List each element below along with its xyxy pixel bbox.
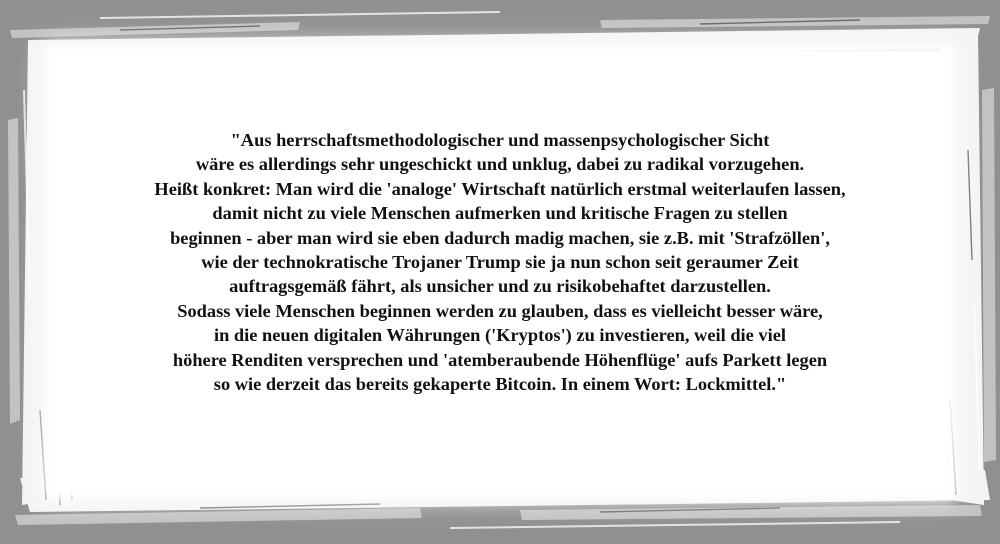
- quote-line: wie der technokratische Trojaner Trump sie ja nun schon seit geraumer Zeit: [201, 252, 799, 273]
- quote-line: wäre es allerdings sehr ungeschickt und unklug, dabei zu radikal vorzugehen.: [195, 154, 805, 175]
- quote-line: höhere Renditen versprechen und 'atemberaubende Höhenflüge' aufs Parkett legen: [172, 349, 828, 370]
- quote-line: in die neuen digitalen Währungen ('Kryptos') zu investieren, weil die viel: [213, 325, 786, 346]
- quote-line: "Aus herrschaftsmethodologischer und massenpsychologischer Sicht: [230, 130, 770, 150]
- quote-line: so wie derzeit das bereits gekaperte Bitcoin. In einem Wort: Lockmittel.": [213, 374, 787, 395]
- quote-line: Heißt konkret: Man wird die 'analoge' Wirtschaft natürlich erstmal weiterlaufen lassen,: [154, 178, 846, 199]
- quote-line: beginnen - aber man wird sie eben dadurch madig machen, sie z.B. mit 'Strafzöllen',: [170, 227, 830, 248]
- quote-line: auftragsgemäß fährt, als unsicher und zu risikobehaftet darzustellen.: [229, 276, 771, 297]
- quote-line: Sodass viele Menschen beginnen werden zu glauben, dass es vielleicht besser wäre,: [177, 300, 823, 321]
- quote-line: damit nicht zu viele Menschen aufmerken und kritische Fragen zu stellen: [212, 203, 788, 224]
- quote-text: [52, 128, 948, 396]
